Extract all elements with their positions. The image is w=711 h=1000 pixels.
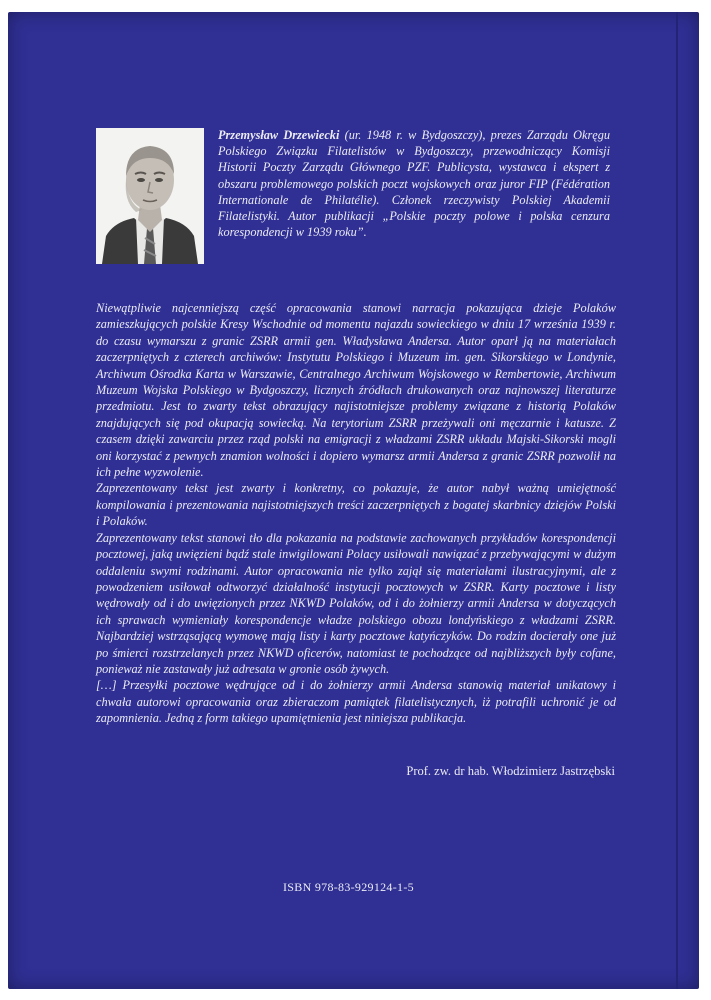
author-portrait-icon [96, 128, 204, 264]
author-bio [218, 127, 610, 240]
review-text [96, 300, 616, 727]
author-photo [96, 128, 204, 264]
reviewer-signature: Prof. zw. dr hab. Włodzimierz Jastrzębski [406, 764, 615, 778]
review-paragraph: Zaprezentowany tekst jest zwarty i konkretny, co pokazuje, że autor nabył ważną umiejętność kompilowania i prezentowania najistotniejszych treści zaczerpniętych z bogatej skarbnicy dziejów Polski i Polaków. [96, 481, 616, 529]
isbn: ISBN 978-83-929124-1-5 [283, 880, 414, 894]
review-paragraph: Zaprezentowany tekst stanowi tło dla pokazania na podstawie zachowanych przykładów korespondencji pocztowej, jaką uwięzieni bądź stale inwigilowani Polacy usiłowali nawiązać z przebywającymi w dużym oddaleniu swymi rodzinami. Autor opracowania nie tylko zajął się materiałami ilustracyjnymi, ale z powodzeniem usiłował odtworzyć działalność instytucji pocztowych w ZSRR. Karty pocztowe i listy wędrowały od i do uwięzionych przez NKWD Polaków, od i do żołnierzy armii Andersa w dotyczących ich sprawach wymieniały korespondencje władze polskiego obozu londyńskiego z władzami ZSRR. Najbardziej wstrząsającą wymowę mają listy i karty pocztowe katyńczyków. Do rodzin docierały one już po śmierci rozstrzelanych przez NKWD oficerów, natomiast te pochodzące od najbliższych były cofane, ponieważ nie zastawały już adresata w gronie osób żywych. [96, 530, 616, 676]
spine-fold [676, 12, 678, 989]
author-name: Przemysław Drzewiecki [218, 128, 340, 142]
author-bio-text: (ur. 1948 r. w Bydgoszczy), prezes Zarządu Okręgu Polskiego Związku Filatelistów w Bydgoszczy, przewodniczący Komisji Historii Poczty Zarządu Głównego PZF. Publicysta, wystawca i ekspert z obszaru problemowego polskich poczt wojskowych oraz juror FIP (Fédération Internationale de Philatélie). Członek rzeczywisty Polskiej Akademii Filatelistyki. Autor publikacji „Polskie poczty polowe i polska cenzura korespondencji w 1939 roku”. [218, 128, 610, 240]
review-paragraph: Niewątpliwie najcenniejszą część opracowania stanowi narracja pokazująca dzieje Polaków zamieszkujących polskie Kresy Wschodnie od momentu najazdu sowieckiego w dniu 17 września 1939 r. do czasu wymarszu z granic ZSRR armii gen. Władysława Andersa. Autor oparł ją na materiałach zaczerpniętych z czterech archiwów: Instytutu Polskiego i Muzeum im. gen. Sikorskiego w Londynie, Archiwum Ośrodka Karta w Warszawie, Centralnego Archiwum Wojskowego w Rembertowie, Archiwum Muzeum Wojska Polskiego w Bydgoszczy, licznych źródłach drukowanych oraz najnowszej literaturze przedmiotu. Jest to zwarty tekst obrazujący najistotniejsze problemy związane z historią Polaków znajdujących się pod okupacją sowiecką. Na terytorium ZSRR przeżywali oni męczarnie i katusze. Z czasem dzięki zawarciu przez rząd polski na emigracji z władzami ZSRR układu Majski-Sikorski mogli oni korzystać z pewnych znamion wolności i dopiero wymarsz armii Andersa z granic ZSRR pozwolił na ich pełne wyzwolenie. [96, 301, 616, 480]
review-paragraph: […] Przesyłki pocztowe wędrujące od i do żołnierzy armii Andersa stanowią materiał unikatowy i chwała autorowi opracowania oraz zbieraczom pamiątek filatelistycznych, iż potrafili uchronić je od zapomnienia. Jedną z form takiego upamiętnienia jest niniejsza publikacja. [96, 678, 616, 726]
